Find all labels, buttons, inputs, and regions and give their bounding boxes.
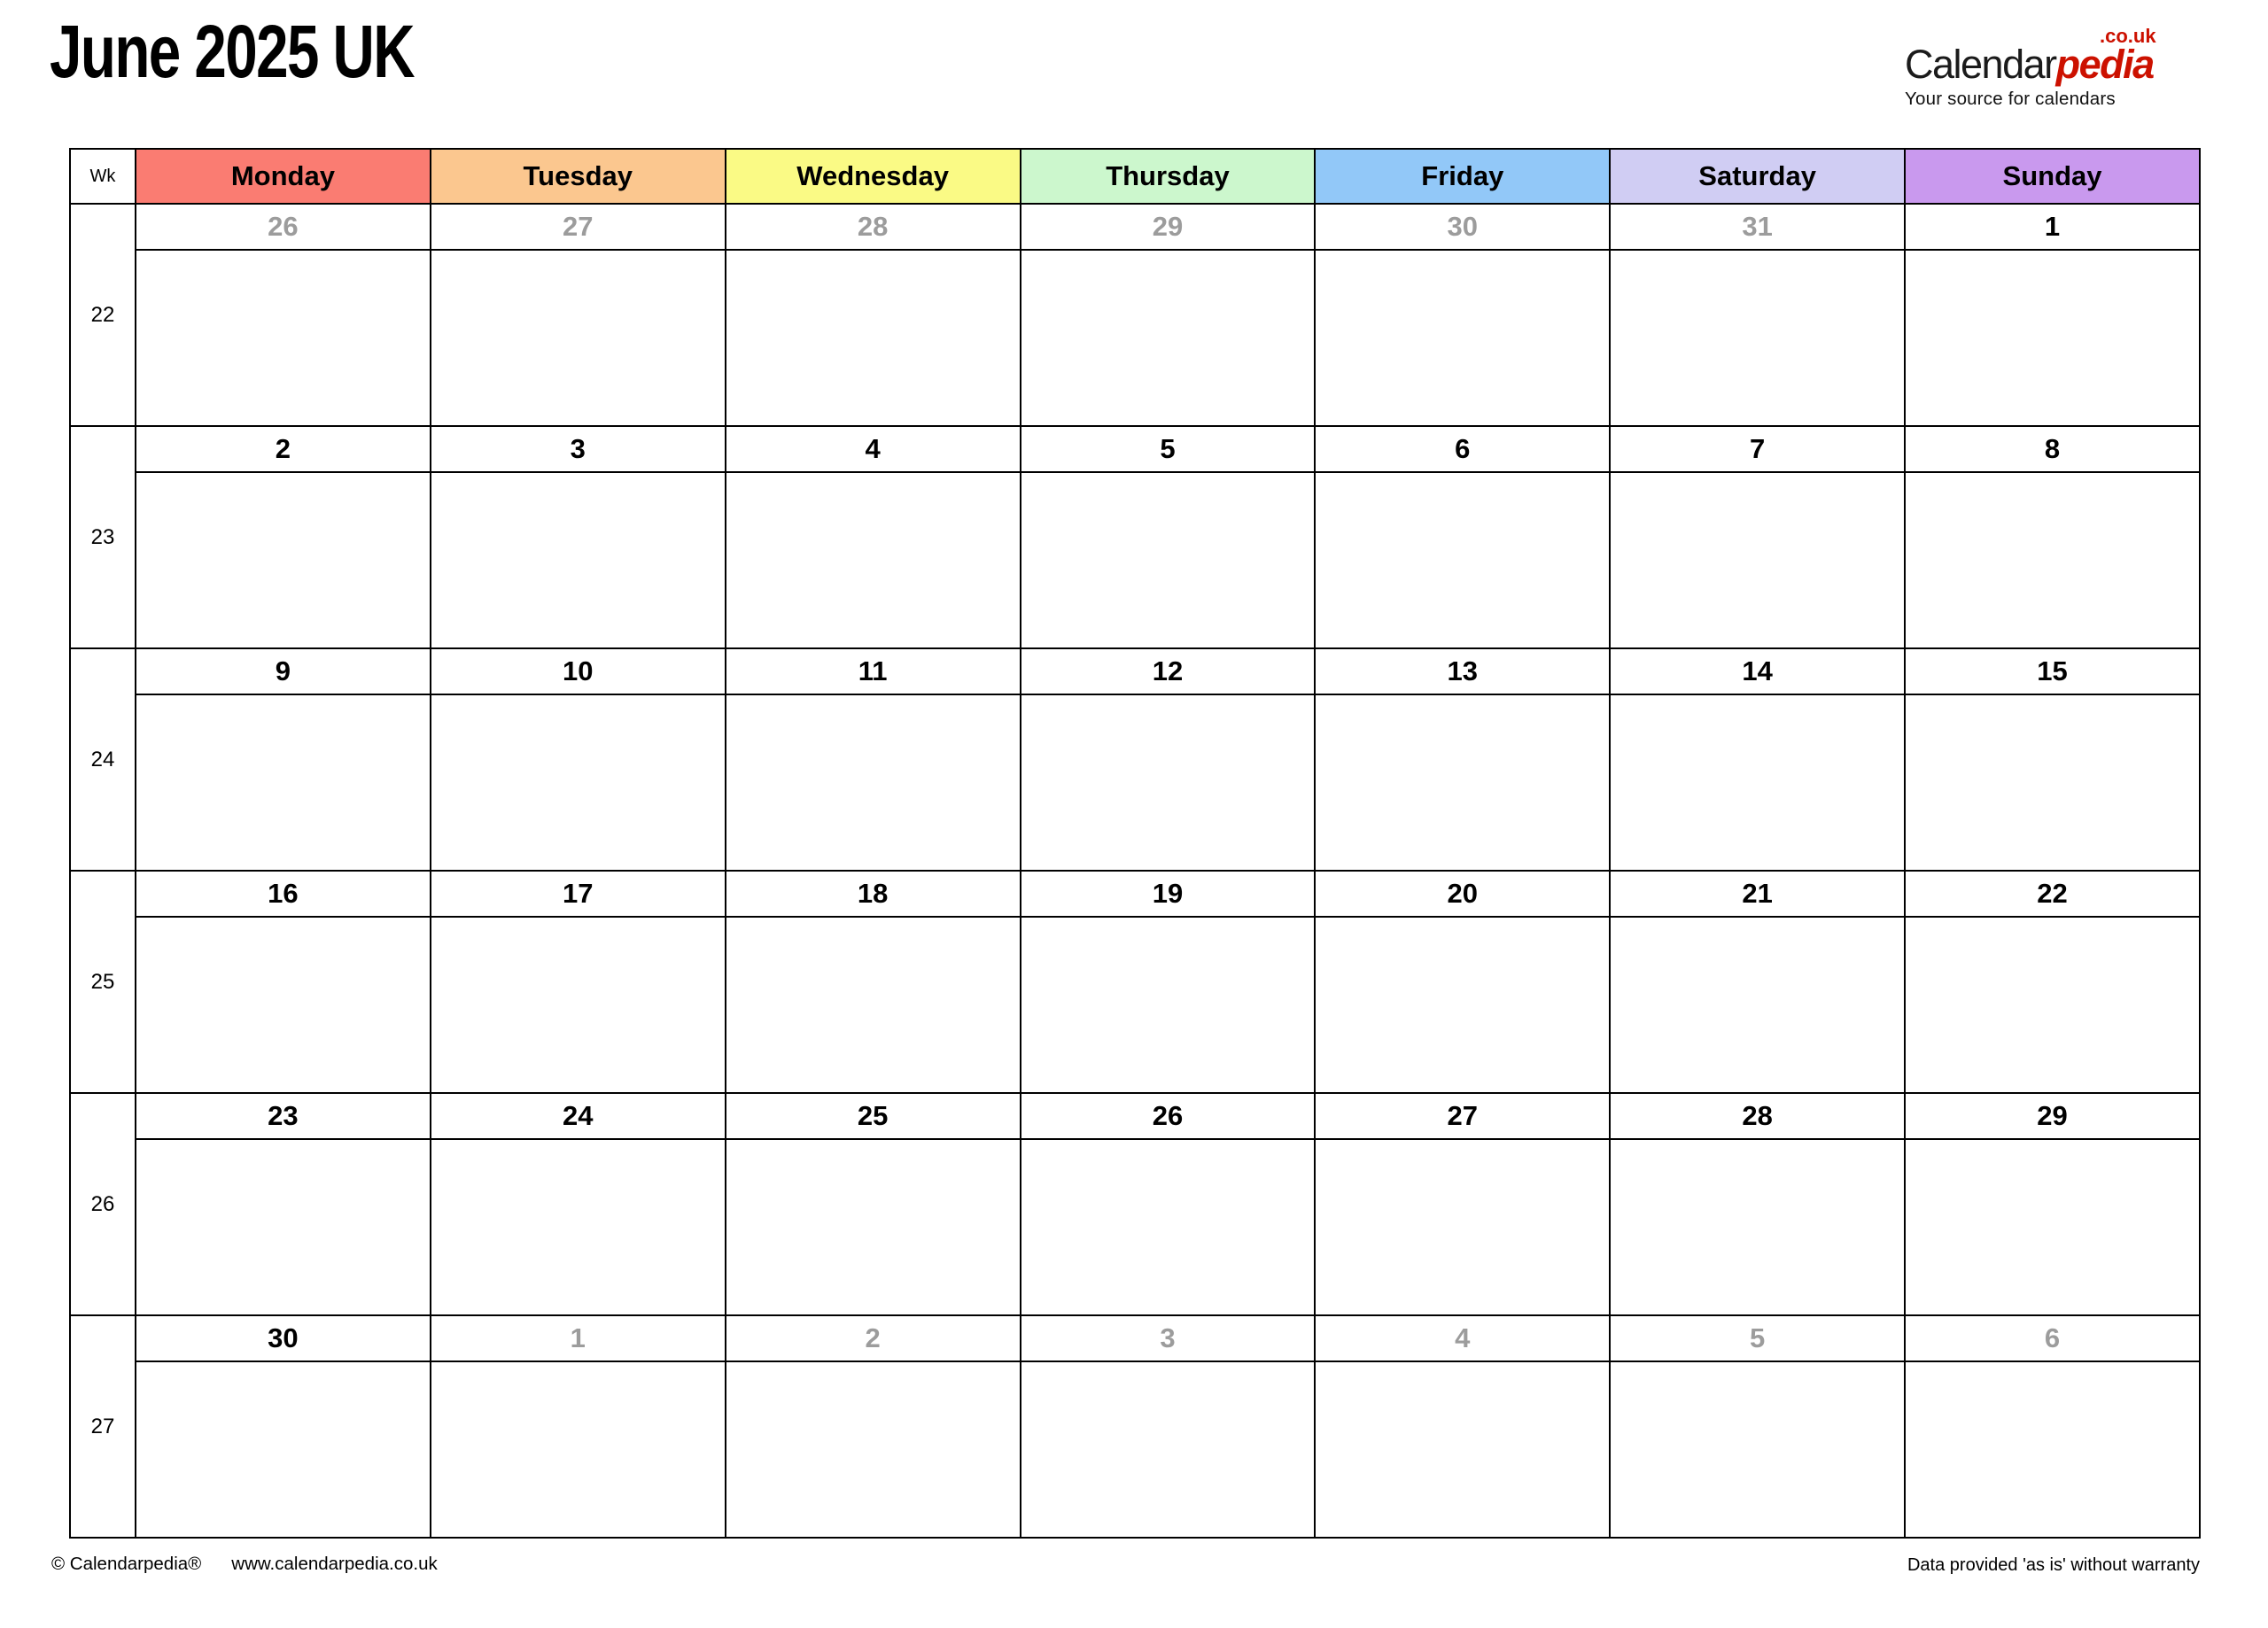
date-cell: 5 (1021, 426, 1316, 472)
notes-row (70, 472, 2200, 648)
date-cell: 28 (1610, 1093, 1905, 1139)
week-column-header: Wk (70, 149, 136, 204)
date-cell: 31 (1610, 204, 1905, 250)
notes-cell (431, 472, 726, 648)
date-row (70, 426, 2200, 472)
notes-cell (1315, 250, 1610, 426)
notes-cell (431, 250, 726, 426)
date-cell: 26 (1021, 1093, 1316, 1139)
date-cell: 1 (431, 1315, 726, 1361)
date-cell: 11 (726, 648, 1021, 694)
notes-row (70, 250, 2200, 426)
weekday-header-tuesday: Tuesday (431, 149, 726, 204)
date-cell: 29 (1905, 1093, 2200, 1139)
date-cell: 16 (136, 871, 431, 917)
week-number: 25 (70, 871, 136, 1093)
date-cell: 24 (431, 1093, 726, 1139)
date-cell: 6 (1905, 1315, 2200, 1361)
notes-cell (1315, 694, 1610, 871)
notes-cell (1610, 1139, 1905, 1315)
notes-cell (136, 472, 431, 648)
notes-cell (1610, 1361, 1905, 1538)
notes-cell (431, 1361, 726, 1538)
week-number: 22 (70, 204, 136, 426)
date-cell: 3 (1021, 1315, 1316, 1361)
date-cell: 18 (726, 871, 1021, 917)
date-cell: 5 (1610, 1315, 1905, 1361)
date-cell: 28 (726, 204, 1021, 250)
notes-cell (726, 1139, 1021, 1315)
notes-cell (1315, 472, 1610, 648)
notes-cell (1610, 917, 1905, 1093)
calendarpedia-logo[interactable] (1905, 25, 2224, 110)
date-cell: 3 (431, 426, 726, 472)
week-number: 27 (70, 1315, 136, 1538)
notes-cell (1610, 250, 1905, 426)
notes-cell (1021, 694, 1316, 871)
date-cell: 2 (726, 1315, 1021, 1361)
page-title: June 2025 UK (50, 10, 414, 93)
footer-disclaimer: Data provided 'as is' without warranty (1907, 1555, 2200, 1575)
notes-cell (431, 694, 726, 871)
calendar-table (69, 148, 2201, 1539)
date-cell: 4 (1315, 1315, 1610, 1361)
notes-cell (1905, 1139, 2200, 1315)
date-cell: 2 (136, 426, 431, 472)
notes-cell (1610, 472, 1905, 648)
date-row (70, 1315, 2200, 1361)
date-cell: 12 (1021, 648, 1316, 694)
date-cell: 22 (1905, 871, 2200, 917)
date-cell: 26 (136, 204, 431, 250)
date-row (70, 648, 2200, 694)
notes-cell (1905, 694, 2200, 871)
notes-cell (1610, 694, 1905, 871)
weekday-header-sunday: Sunday (1905, 149, 2200, 204)
notes-cell (1021, 1361, 1316, 1538)
date-cell: 7 (1610, 426, 1905, 472)
date-cell: 17 (431, 871, 726, 917)
week-number: 26 (70, 1093, 136, 1315)
date-row (70, 871, 2200, 917)
notes-cell (1021, 917, 1316, 1093)
date-cell: 19 (1021, 871, 1316, 917)
logo-text-calendar: Calendar (1905, 42, 2056, 87)
notes-cell (726, 250, 1021, 426)
notes-cell (1905, 472, 2200, 648)
date-cell: 9 (136, 648, 431, 694)
notes-cell (726, 694, 1021, 871)
date-cell: 13 (1315, 648, 1610, 694)
date-cell: 14 (1610, 648, 1905, 694)
date-cell: 8 (1905, 426, 2200, 472)
date-cell: 23 (136, 1093, 431, 1139)
notes-cell (136, 1361, 431, 1538)
notes-cell (1315, 1361, 1610, 1538)
date-cell: 1 (1905, 204, 2200, 250)
weekday-header-saturday: Saturday (1610, 149, 1905, 204)
notes-cell (1021, 472, 1316, 648)
logo-tagline: Your source for calendars (1905, 89, 2116, 109)
weekday-header-friday: Friday (1315, 149, 1610, 204)
footer-left (51, 1554, 438, 1575)
date-cell: 20 (1315, 871, 1610, 917)
date-cell: 25 (726, 1093, 1021, 1139)
weekday-header-wednesday: Wednesday (726, 149, 1021, 204)
notes-cell (431, 1139, 726, 1315)
logo-suffix-couk: .co.uk (2100, 25, 2156, 47)
footer-website-link[interactable]: www.calendarpedia.co.uk (231, 1554, 438, 1574)
notes-cell (431, 917, 726, 1093)
notes-cell (726, 917, 1021, 1093)
footer-copyright: © Calendarpedia® (51, 1554, 202, 1574)
notes-cell (136, 917, 431, 1093)
notes-cell (1315, 917, 1610, 1093)
date-cell: 27 (431, 204, 726, 250)
notes-cell (726, 1361, 1021, 1538)
notes-row (70, 917, 2200, 1093)
notes-cell (1905, 917, 2200, 1093)
date-cell: 30 (1315, 204, 1610, 250)
notes-row (70, 1361, 2200, 1538)
date-cell: 6 (1315, 426, 1610, 472)
weekday-header-row (70, 149, 2200, 204)
week-number: 24 (70, 648, 136, 871)
logo-wordmark (1905, 25, 2224, 87)
date-cell: 21 (1610, 871, 1905, 917)
date-cell: 30 (136, 1315, 431, 1361)
notes-cell (136, 250, 431, 426)
date-cell: 10 (431, 648, 726, 694)
notes-cell (1905, 250, 2200, 426)
notes-cell (1315, 1139, 1610, 1315)
date-cell: 29 (1021, 204, 1316, 250)
weekday-header-thursday: Thursday (1021, 149, 1316, 204)
week-number: 23 (70, 426, 136, 648)
notes-cell (1905, 1361, 2200, 1538)
date-row (70, 204, 2200, 250)
notes-row (70, 1139, 2200, 1315)
weekday-header-monday: Monday (136, 149, 431, 204)
notes-row (70, 694, 2200, 871)
notes-cell (726, 472, 1021, 648)
notes-cell (1021, 250, 1316, 426)
date-cell: 15 (1905, 648, 2200, 694)
notes-cell (136, 1139, 431, 1315)
date-row (70, 1093, 2200, 1139)
date-cell: 4 (726, 426, 1021, 472)
logo-text-pedia: pedia (2055, 42, 2154, 87)
date-cell: 27 (1315, 1093, 1610, 1139)
notes-cell (136, 694, 431, 871)
notes-cell (1021, 1139, 1316, 1315)
